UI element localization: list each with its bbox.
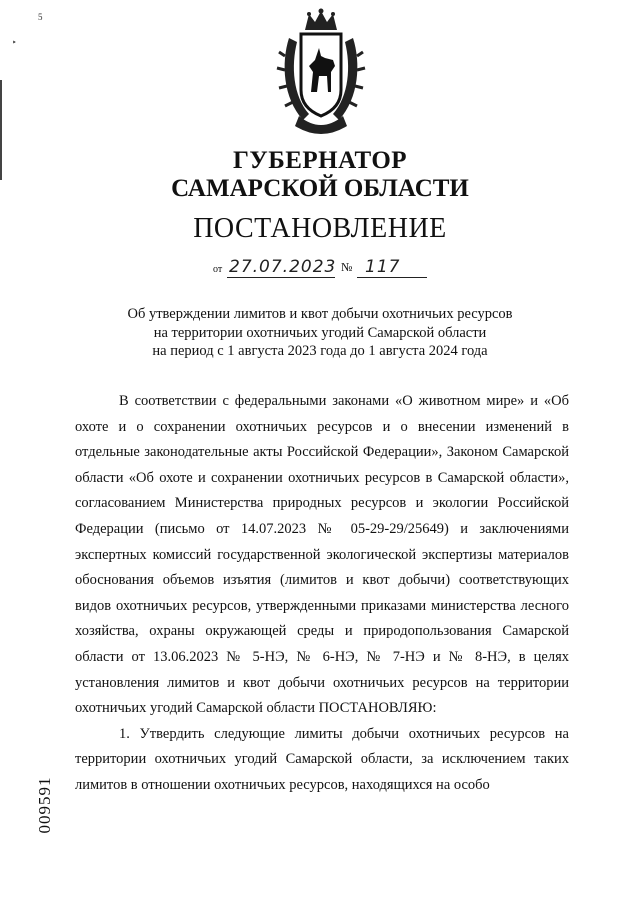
scan-mark-top: 5 — [38, 12, 43, 22]
subject-line: Об утверждении лимитов и квот добычи охотничьих ресурсов — [127, 306, 513, 322]
serial-number-text: 009591 — [35, 776, 54, 834]
issuer-region: САМАРСКОЙ ОБЛАСТИ — [171, 175, 469, 202]
serial-number — [33, 770, 57, 840]
document-body — [75, 389, 569, 799]
date-from-label: от — [213, 264, 223, 275]
item-1-paragraph: 1. Утвердить следующие лимиты добычи охотничьих ресурсов на территории охотничьих угодий Самарской области, за исключением таких лимитов в отношении охотничьих ресурсов, находящихся на особо — [75, 725, 569, 793]
subject-line: на территории охотничьих угодий Самарской области — [153, 324, 487, 341]
preamble-paragraph: В соответствии с федеральными законами «О животном мире» и «Об охоте и о сохранении охотничьих ресурсов и о внесении изменений в отдельные законодательные акты Российской Федерации», Законом Самарской области «Об охоте и сохранении охотничьих ресурсов в Самарской области», согласованием Министерства природных ресурсов и экологии Российской Федерации (письмо от 14.07.2023 № 05-29-29/25649) и заключениями экспертных комиссий государственной экологической экспертизы материалов обоснования объемов изъятия (лимитов и квот добычи) соответствующих видов охотничьих ресурсов, утвержденными приказами министерства лесного хозяйства, охраны окружающей среды и природопользования Самарской области от 13.06.2023 № 5-НЭ, № 6-НЭ, № 7-НЭ и № 8-НЭ, в целях установления лимитов и квот добычи охотничьих ресурсов на территории охотничьих угодий Самарской области ПОСТАНОВЛЯЮ: — [75, 393, 569, 717]
date-value: 27.07.2023 — [229, 257, 337, 277]
date-underline — [227, 277, 335, 278]
number-label: № — [341, 260, 353, 274]
coat-of-arms-icon — [275, 8, 367, 140]
scan-mark-left: ‣ — [12, 38, 17, 47]
document-type: ПОСТАНОВЛЕНИЕ — [193, 213, 447, 244]
number-underline — [357, 277, 427, 278]
document-subject — [60, 305, 580, 361]
date-number-line — [213, 256, 453, 280]
issuer-title: ГУБЕРНАТОР — [232, 147, 408, 174]
number-value: 117 — [365, 257, 401, 277]
subject-line: на период с 1 августа 2023 года до 1 августа 2024 года — [152, 343, 488, 359]
